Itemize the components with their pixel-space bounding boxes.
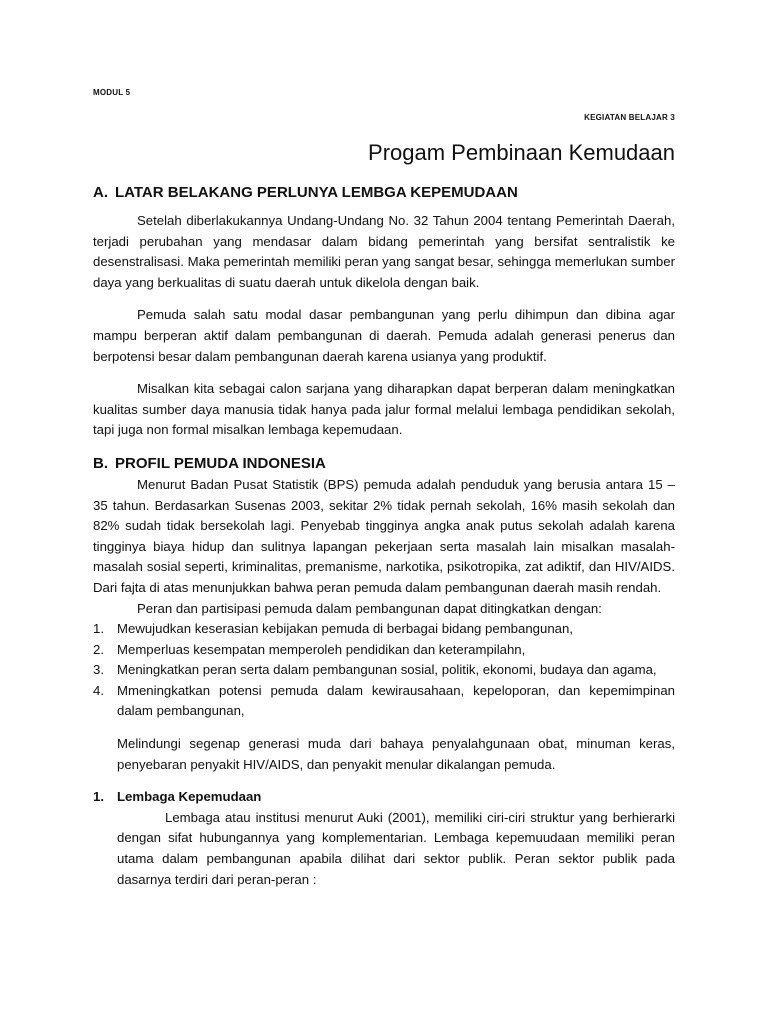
section-a-title: LATAR BELAKANG PERLUNYA LEMBGA KEPEMUDAAN — [115, 184, 518, 201]
closing-paragraph: Melindungi segenap generasi muda dari bahaya penyalahgunaan obat, minuman keras, penyebaran penyakit HIV/AIDS, dan penyakit menular dikalangan pemuda. — [117, 736, 675, 772]
list-item — [93, 660, 675, 681]
section-a-paragraph-3: Misalkan kita sebagai calon sarjana yang diharapkan dapat berperan dalam meningkatkan kualitas sumber daya manusia tidak hanya pada jalur formal melalui lembaga pendidikan sekolah, tapi juga non formal misalkan lembaga kepemudaan. — [93, 381, 675, 438]
list-item-number: 1. — [93, 621, 104, 637]
subsection-heading — [93, 787, 675, 808]
list-item — [93, 681, 675, 722]
section-b-title: PROFIL PEMUDA INDONESIA — [115, 454, 326, 472]
document-body — [93, 182, 675, 890]
activity-label: KEGIATAN BELAJAR 3 — [584, 113, 675, 122]
closing-block — [93, 734, 675, 890]
list-intro: Peran dan partisipasi pemuda dalam pembangunan dapat ditingkatkan dengan: — [137, 600, 602, 616]
list-item-text: Mewujudkan keserasian kebijakan pemuda di berbagai bidang pembangunan, — [117, 621, 574, 637]
list-item — [93, 640, 675, 661]
list-item-text: Memperluas kesempatan memperoleh pendidikan dan keterampilahn, — [117, 641, 526, 657]
participation-list — [93, 619, 675, 722]
page-title: Progam Pembinaan Kemudaan — [368, 140, 675, 165]
section-b-number: B. — [93, 454, 108, 472]
list-item-text: Mmeningkatkan potensi pemuda dalam kewirausahaan, kepeloporan, dan kepemimpinan dalam pembangunan, — [117, 682, 675, 719]
subsection-title: Lembaga Kepemudaan — [117, 789, 262, 805]
section-a-heading — [93, 182, 675, 204]
subsection-number: 1. — [93, 789, 104, 805]
section-a-paragraph-1: Setelah diberlakukannya Undang-Undang No. 32 Tahun 2004 tentang Pemerintah Daerah, terjadi perubahan yang mendasar dalam bidang pemerintah yang bersifat sentralistik ke desenstralisasi. Maka pemerintah memiliki peran yang sangat besar, sehingga memerlukan sumber daya yang berkualitas di suatu daerah untuk dikelola dengan baik. — [93, 213, 675, 290]
list-item-number: 4. — [93, 682, 104, 698]
list-item — [93, 619, 675, 640]
list-item-number: 3. — [93, 662, 104, 678]
section-a-paragraph-2: Pemuda salah satu modal dasar pembangunan yang perlu dihimpun dan dibina agar mampu berperan aktif dalam pembangunan di daerah. Pemuda adalah generasi penerus dan berpotensi besar dalam pembangunan daerah karena usianya yang produktif. — [93, 307, 675, 364]
subsection-paragraph: Lembaga atau institusi menurut Auki (2001), memiliki ciri-ciri struktur yang berhierarki dengan sifat hubungannya yang komplementarian. Lembaga kepemuudaan memiliki peran utama dalam pembangunan apabila dilihat dari sektor publik. Peran sektor publik pada dasarnya terdiri dari peran-peran : — [117, 809, 675, 887]
section-b-heading — [93, 453, 675, 475]
section-b-paragraph: Menurut Badan Pusat Statistik (BPS) pemuda adalah penduduk yang berusia antara 15 – 35 tahun. Berdasarkan Susenas 2003, sekitar 2% tidak pernah sekolah, 16% masih sekolah dan 82% sudah tidak bersekolah lagi. Penyebab tingginya angka anak putus sekolah adalah karena tingginya biaya hidup dan sulitnya lapangan pekerjaan serta masalah lain misalkan masalah-masalah sosial seperti, kriminalitas, premanisme, narkotika, psikotropika, zat adiktif, dan HIV/AIDS. Dari fajta di atas menunjukkan bahwa peran pemuda dalam pembangunan daerah masih rendah. — [93, 476, 675, 595]
module-label: MODUL 5 — [93, 88, 131, 97]
list-item-number: 2. — [93, 641, 104, 657]
list-item-text: Meningkatkan peran serta dalam pembangunan sosial, politik, ekonomi, budaya dan agama, — [117, 662, 657, 678]
section-a-number: A. — [93, 184, 108, 201]
